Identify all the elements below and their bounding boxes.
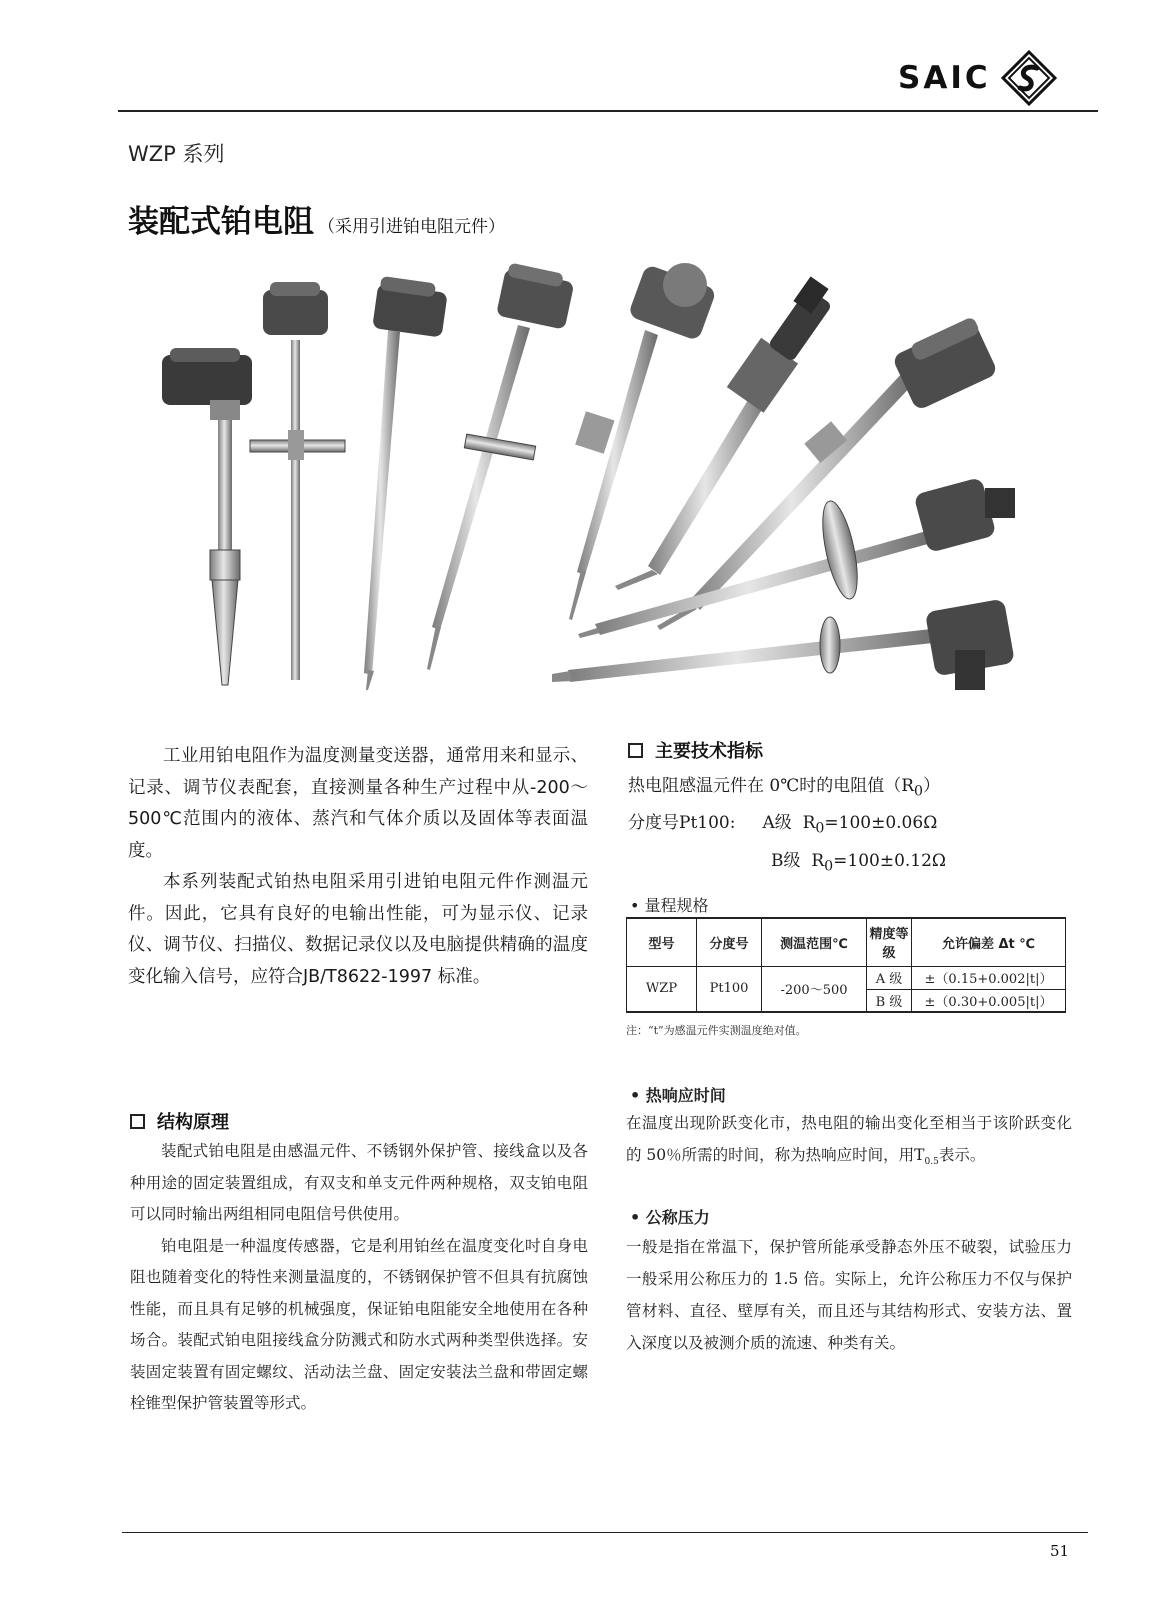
- range-table: [626, 917, 1066, 1013]
- table-header-row: [627, 918, 1066, 966]
- table-note: 注：“t”为感温元件实测温度绝对值。: [626, 1024, 807, 1037]
- structure-paragraph-2: 铂电阻是一种温度传感器，它是利用铂丝在温度变化吋自身电阻也随着变化的特性来测量温度的，不锈钢保护管不但具有抗腐蚀性能，而且具有足够的机械强度，保证铂电阻能安全地使用在各种场合。装配式铂电阻接线盒分防溅式和防水式两种类型供选择。安装固定装置有固定螺纹、活动法兰盘、固定安装法兰盘和带固定螺栓锥型保护管装置等形式。: [130, 1236, 588, 1412]
- structure-heading: [130, 1108, 229, 1134]
- square-bullet-icon: [130, 1114, 145, 1129]
- title-main: 装配式铂电阻: [128, 204, 314, 240]
- structure-paragraph-1: 装配式铂电阻是由感温元件、不锈钢外保护管、接线盒以及各种用途的固定装置组成，有双支和单支元件两种规格，双支铂电阻可以同时输出两组相同电阻信号供使用。: [130, 1142, 588, 1223]
- column-header: 分度号: [697, 918, 762, 966]
- table-row: [627, 966, 1066, 989]
- thermal-response-text: 在温度出现阶跃变化市，热电阻的输出变化至相当于该阶跃变化的 50％所需的时间，称为热响应时间，用$T_{0.5}$表示。: [626, 1114, 1072, 1168]
- column-header: 型号: [627, 918, 697, 966]
- specs-resistance-line: 热电阻感温元件在 0℃时的电阻值$(R_0)$: [628, 776, 941, 800]
- cell-graduation: Pt100: [697, 966, 762, 1012]
- page-number: 51: [1050, 1542, 1070, 1560]
- pressure-heading: • 公称压力: [630, 1208, 710, 1227]
- intro-paragraph-2: 本系列装配式铂热电阻采用引进铂电阻元件作测温元件。因此，它具有良好的电输出性能，可为显示仪、记录仪、调节仪、扫描仪、数据记录仪以及电脑提供精确的温度变化输入信号，应符合JB/T8622-1997 标准。: [128, 872, 588, 987]
- cell-temp-range: -200～500: [762, 966, 867, 1012]
- footer-divider: [122, 1532, 1088, 1533]
- square-bullet-icon: [628, 743, 643, 758]
- probe-1: [162, 348, 252, 685]
- probe-4: [427, 263, 574, 670]
- probe-5: [569, 263, 717, 620]
- column-header: 精度等级: [867, 918, 912, 966]
- probe-6: [615, 276, 832, 590]
- cell-grade: A 级: [867, 966, 912, 989]
- saic-emblem-icon: [1001, 50, 1057, 106]
- pressure-text: 一般是指在常温下，保护管所能承受静态外压不破裂，试验压力一般采用公称压力的 1.5 倍。实际上，允许公称压力不仅与保护管材料、直径、壁厚有关，而且还与其结构形式、安装方法、置入深度以及被测介质的流速、种类有关。: [626, 1238, 1072, 1352]
- intro-paragraph-1: 工业用铂电阻作为温度测量变送器，通常用来和显示、记录、调节仪表配套，直接测量各种生产过程中从-200～500℃范围内的液体、蒸汽和气体介质以及固体等表面温度。: [128, 746, 588, 861]
- series-label: WZP 系列: [128, 142, 225, 166]
- specs-grade-b: B级 $R_0=100\pm 0.12\Omega$: [771, 850, 947, 875]
- saic-logo: [898, 50, 1057, 106]
- thermal-response-heading: • 热响应时间: [630, 1086, 726, 1105]
- specs-heading-text: 主要技术指标: [655, 741, 763, 762]
- cell-grade: B 级: [867, 989, 912, 1012]
- structure-text: [130, 1136, 588, 1420]
- column-header: 允许偏差 Δt ℃: [912, 918, 1066, 966]
- range-heading: • 量程规格: [630, 896, 709, 915]
- structure-heading-text: 结构原理: [157, 1112, 229, 1133]
- intro-text: [128, 741, 588, 993]
- specs-heading: [628, 737, 763, 763]
- header-divider: [118, 110, 1098, 112]
- brand-name: SAIC: [898, 60, 991, 96]
- specs-grade-a: 分度号Pt100: A级 $R_0=100\pm 0.06\Omega$: [628, 813, 938, 837]
- cell-tolerance: ±（0.30+0.005|t|）: [912, 989, 1066, 1012]
- title-subtitle: （采用引进铂电阻元件）: [318, 217, 505, 237]
- specs-block: [628, 770, 946, 882]
- page-title: [128, 196, 505, 241]
- probe-9: [552, 599, 1015, 690]
- cell-model: WZP: [627, 966, 697, 1012]
- product-photo-thermometers: [140, 250, 1050, 710]
- probe-2: [250, 282, 345, 680]
- column-header: 测温范围℃: [762, 918, 867, 966]
- cell-tolerance: ±（0.15+0.002|t|）: [912, 966, 1066, 989]
